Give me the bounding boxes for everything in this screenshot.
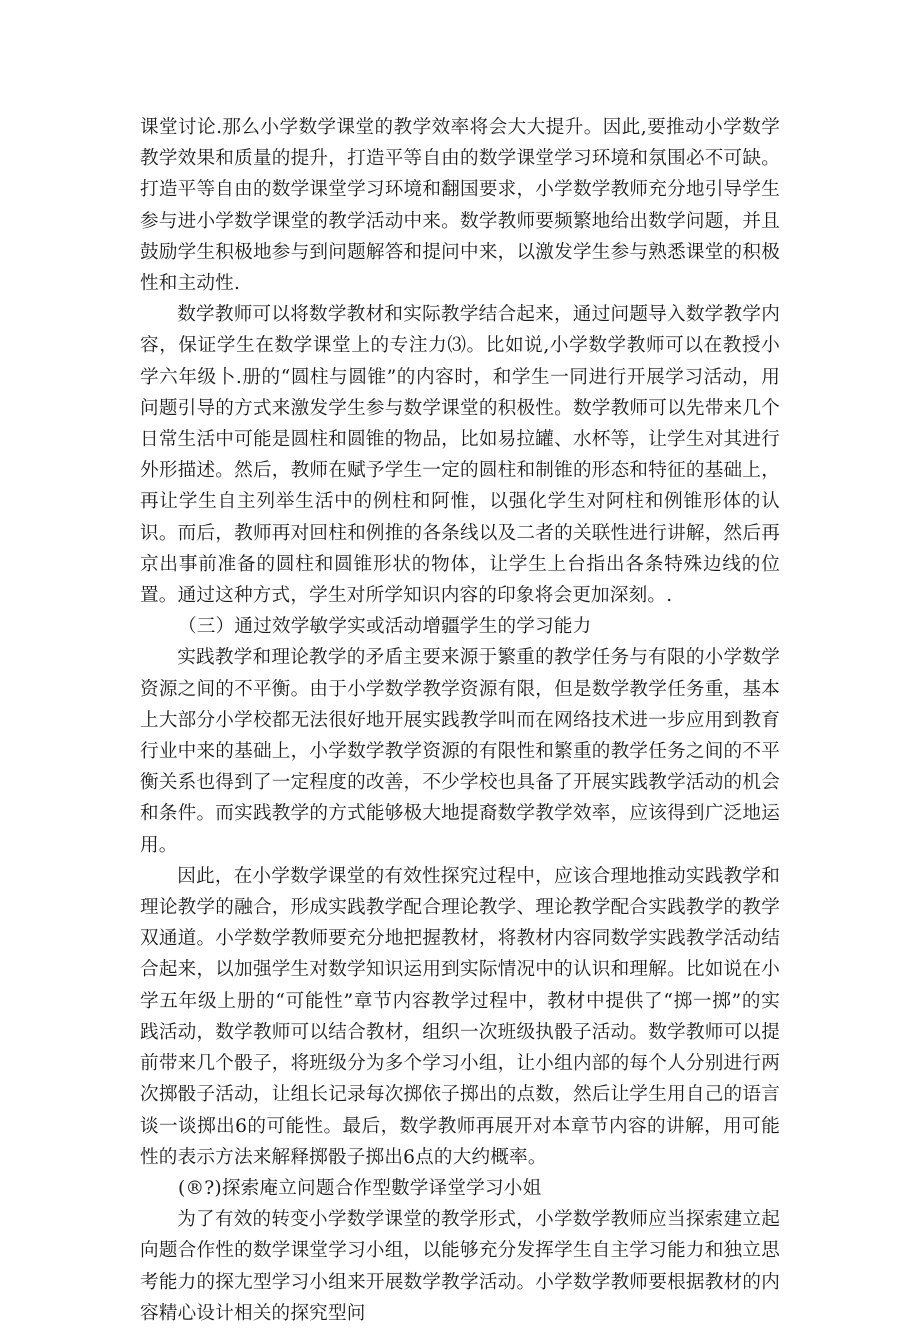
document-page [140, 112, 780, 1329]
paragraph-practice-theory: 实践教学和理论教学的矛盾主要来源于繁重的教学任务与有限的小学数学资源之间的不平衡。由于小学数学教学资源有限，但是数学教学任务重，基本上大部分小学校都无法很好地开展实践教学叫而在网络技术进一步应用到教育行业中来的基础上，小学数学教学资源的有限性和繁重的教学任务之间的不平衡关系也得到了一定程度的改善，不少学校也具备了开展实践教学活动的机会和条件。而实践教学的方式能够极大地提裔数学教学效率，应该得到广泛地运用。 [140, 647, 780, 856]
section-heading-4: (®?)探索庵立问题合作型數学译堂学习小姐 [178, 1177, 542, 1199]
paragraph-dice-activity: 因此，在小学数学课堂的有效性探究过程中，应该合理地推动实践教学和理论教学的融合，形成实践教学配合理论教学、理论教学配合实践教学的教学双通道。小学数学教师要充分地把握教材，将教材内容同数学实践教学活动结合起来，以加强学生对数学知识运用到实际情况中的认识和理解。比如说在小学五年级上册的“可能性”章节内容教学过程中，教材中提供了“掷一掷”的实践活动，数学教师可以结合教材，组织一次班级执骰子活动。数学教师可以提前带来几个骰子，将班级分为多个学习小组，让小组内部的每个人分别进行两次掷骰子活动，让组长记录每次掷依子掷出的点数，然后让学生用自己的语言谈一谈掷出6的可能性。最后，数学教师再展开对本章节内容的讲解，用可能性的表示方法来解释掷骰子掷出6点的大约概率。 [140, 865, 780, 1168]
paragraph-cylinder-cone: 数学教师可以将数学教材和实际教学结合起来，通过问题导入数学教学内容，保证学生在数学课堂上的专注力⑶。比如说,小学数学教师可以在教授小学六年级卜.册的“圆柱与圆锥”的内容时，和学生一同进行开展学习活动，用问题引导的方式来激发学生参与数学课堂的积极性。数学教师可以先带来几个日常生活中可能是圆柱和圆锥的物品，比如易拉罐、水杯等，让学生对其进行外形描述。然后，教师在赋予学生一定的圆柱和制锥的形态和特征的基础上，再让学生自主列举生活中的例柱和阿惟，以强化学生对阿柱和例锥形体的认识。而后，教师再对回柱和例推的各条线以及二者的关联性进行讲解，然后再京出事前准备的圆柱和圆锥形状的物体，让学生上台指出各条特殊边线的位置。通过这种方式，学生对所学知识内容的印象将会更加深刻。. [140, 304, 780, 607]
paragraph-study-groups: 为了有效的转变小学数学课堂的教学形式，小学数学教师应当探索建立起向题合作性的数学课堂学习小组，以能够充分发挥学生自主学习能力和独立思考能力的探尢型学习小组来开展数学教学活动。小学数学教师要根据教材的内容精心设计相关的探究型问 [140, 1209, 780, 1324]
section-heading-3: （三）通过效学敏学实或活动增疆学生的学习能力 [178, 616, 592, 638]
paragraph-continuation: 课堂讨论.那么小学数学课堂的教学效率将会大大提升。因此,要推动小学数学教学效果和质量的提升，打造平等自由的数学课堂学习环境和氛围必不可缺。打造平等自由的数学课堂学习环境和翻国要求，小学数学教师充分地引导学生参与进小学数学课堂的教学活动中来。数学教师要频繁地给出数学问题，并且鼓励学生积极地参与到问题解答和提问中来，以激发学生参与熟悉课堂的积极性和主动性. [140, 117, 780, 295]
